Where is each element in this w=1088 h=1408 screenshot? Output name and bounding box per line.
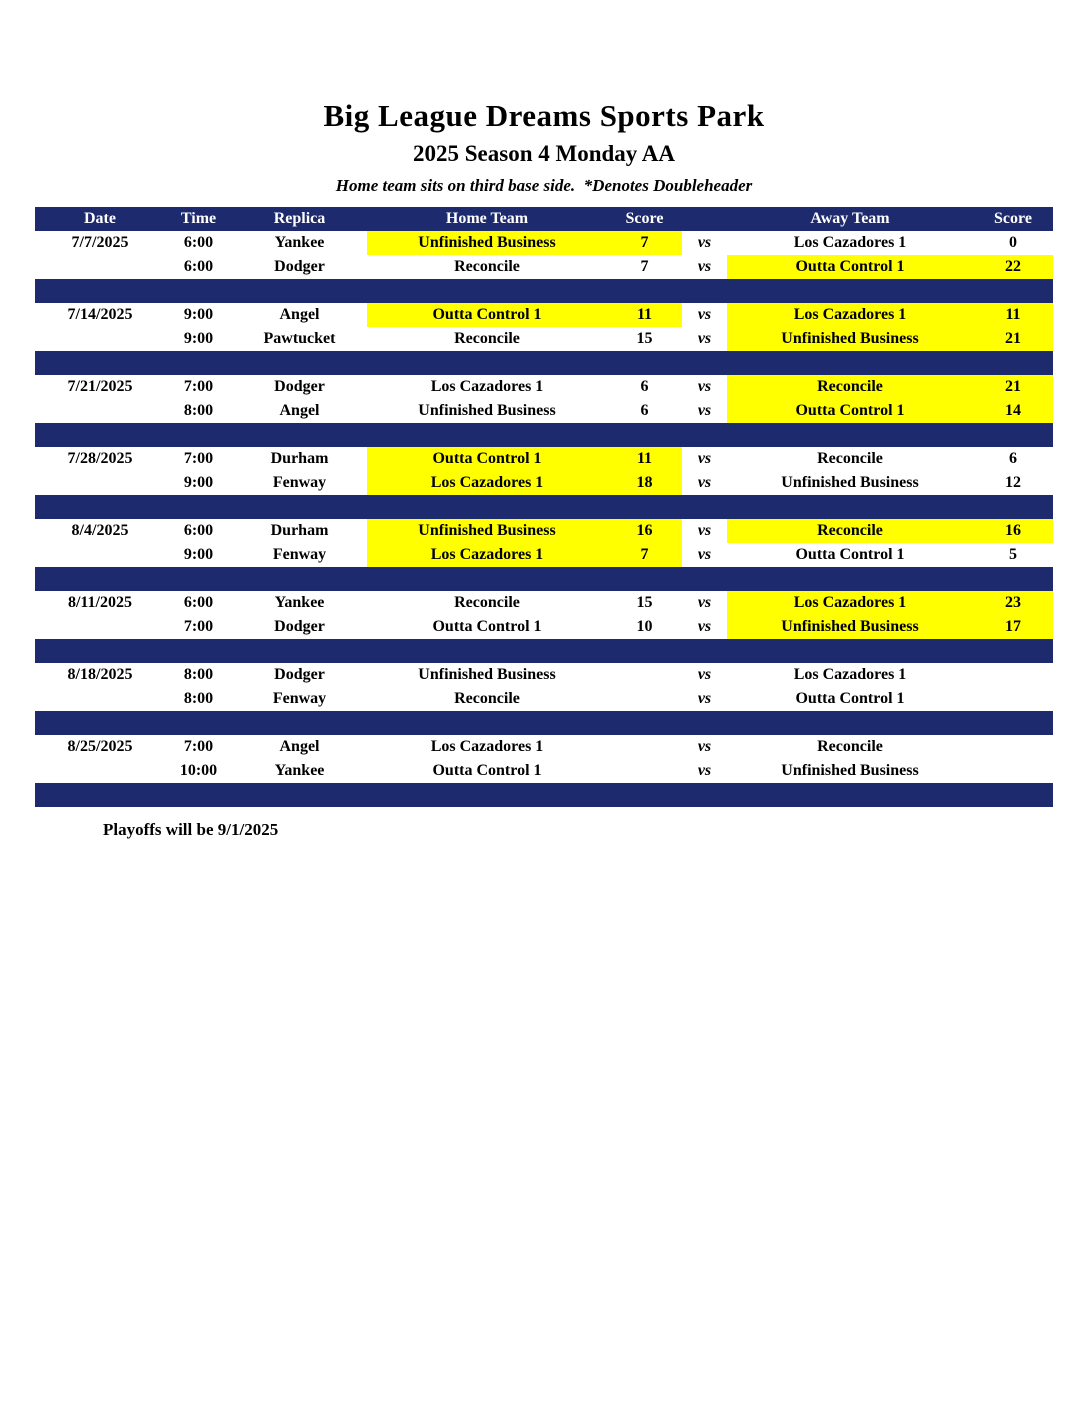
cell-vs: vs (682, 471, 727, 495)
game-row (35, 543, 1053, 567)
page-title: Big League Dreams Sports Park (323, 98, 765, 133)
separator-band (35, 639, 1053, 663)
separator-band (35, 567, 1053, 591)
cell-home-score: 15 (607, 327, 682, 351)
cell-home-score: 7 (607, 255, 682, 279)
separator-band (35, 783, 1053, 807)
cell-away-team: Reconcile (727, 375, 973, 399)
cell-date (35, 543, 165, 567)
cell-home-team: Los Cazadores 1 (367, 471, 607, 495)
cell-replica: Yankee (232, 591, 367, 615)
cell-away-score (973, 663, 1053, 687)
cell-away-team: Reconcile (727, 447, 973, 471)
cell-time: 9:00 (165, 543, 232, 567)
cell-home-team: Reconcile (367, 687, 607, 711)
separator-band (35, 423, 1053, 447)
cell-away-team: Outta Control 1 (727, 255, 973, 279)
cell-away-score: 14 (973, 399, 1053, 423)
game-row (35, 591, 1053, 615)
separator-row (35, 783, 1053, 807)
game-row (35, 519, 1053, 543)
cell-time: 8:00 (165, 663, 232, 687)
cell-away-score: 6 (973, 447, 1053, 471)
cell-replica: Angel (232, 303, 367, 327)
cell-replica: Angel (232, 735, 367, 759)
cell-away-team: Unfinished Business (727, 327, 973, 351)
cell-home-team: Outta Control 1 (367, 615, 607, 639)
cell-home-team: Reconcile (367, 255, 607, 279)
cell-time: 6:00 (165, 231, 232, 255)
cell-away-score: 23 (973, 591, 1053, 615)
cell-replica: Durham (232, 447, 367, 471)
separator-band (35, 351, 1053, 375)
cell-replica: Dodger (232, 375, 367, 399)
game-row (35, 375, 1053, 399)
cell-date (35, 615, 165, 639)
separator-row (35, 495, 1053, 519)
cell-time: 9:00 (165, 303, 232, 327)
cell-date: 8/11/2025 (35, 591, 165, 615)
cell-home-score: 11 (607, 447, 682, 471)
cell-vs: vs (682, 255, 727, 279)
cell-time: 7:00 (165, 615, 232, 639)
cell-home-score: 7 (607, 231, 682, 255)
header-replica: Replica (232, 207, 367, 231)
cell-away-team: Outta Control 1 (727, 543, 973, 567)
cell-vs: vs (682, 399, 727, 423)
separator-row (35, 279, 1053, 303)
cell-replica: Yankee (232, 231, 367, 255)
header-home-team: Home Team (367, 207, 607, 231)
cell-replica: Yankee (232, 759, 367, 783)
cell-home-score: 15 (607, 591, 682, 615)
cell-away-score (973, 687, 1053, 711)
cell-time: 7:00 (165, 375, 232, 399)
cell-home-score: 6 (607, 399, 682, 423)
game-row (35, 663, 1053, 687)
cell-away-score: 21 (973, 375, 1053, 399)
cell-home-score: 6 (607, 375, 682, 399)
game-row (35, 759, 1053, 783)
separator-band (35, 279, 1053, 303)
header-date: Date (35, 207, 165, 231)
cell-home-team: Unfinished Business (367, 231, 607, 255)
cell-date: 8/25/2025 (35, 735, 165, 759)
cell-vs: vs (682, 759, 727, 783)
cell-replica: Dodger (232, 255, 367, 279)
schedule-table (35, 207, 1053, 807)
playoffs-note: Playoffs will be 9/1/2025 (103, 820, 279, 839)
cell-away-team: Los Cazadores 1 (727, 663, 973, 687)
separator-row (35, 639, 1053, 663)
game-row (35, 303, 1053, 327)
cell-time: 7:00 (165, 447, 232, 471)
game-row (35, 447, 1053, 471)
cell-vs: vs (682, 615, 727, 639)
cell-replica: Fenway (232, 543, 367, 567)
cell-away-score: 22 (973, 255, 1053, 279)
cell-date: 7/14/2025 (35, 303, 165, 327)
cell-date: 8/18/2025 (35, 663, 165, 687)
header-row (35, 207, 1053, 231)
cell-replica: Durham (232, 519, 367, 543)
header-home-score: Score (607, 207, 682, 231)
cell-replica: Dodger (232, 615, 367, 639)
cell-vs: vs (682, 231, 727, 255)
cell-away-team: Outta Control 1 (727, 399, 973, 423)
game-row (35, 735, 1053, 759)
cell-away-score: 21 (973, 327, 1053, 351)
header-vs (682, 207, 727, 231)
cell-away-score: 16 (973, 519, 1053, 543)
cell-time: 6:00 (165, 255, 232, 279)
cell-date (35, 687, 165, 711)
cell-away-score: 11 (973, 303, 1053, 327)
cell-date (35, 471, 165, 495)
cell-vs: vs (682, 519, 727, 543)
separator-row (35, 351, 1053, 375)
cell-vs: vs (682, 735, 727, 759)
cell-home-score: 16 (607, 519, 682, 543)
header-time: Time (165, 207, 232, 231)
cell-home-score (607, 759, 682, 783)
cell-away-score (973, 759, 1053, 783)
cell-home-team: Los Cazadores 1 (367, 375, 607, 399)
cell-vs: vs (682, 375, 727, 399)
separator-row (35, 567, 1053, 591)
separator-band (35, 711, 1053, 735)
cell-away-score: 5 (973, 543, 1053, 567)
cell-home-team: Outta Control 1 (367, 759, 607, 783)
cell-home-score (607, 687, 682, 711)
cell-vs: vs (682, 303, 727, 327)
cell-home-team: Unfinished Business (367, 663, 607, 687)
cell-date (35, 255, 165, 279)
game-row (35, 471, 1053, 495)
cell-vs: vs (682, 687, 727, 711)
cell-replica: Fenway (232, 687, 367, 711)
cell-away-score: 0 (973, 231, 1053, 255)
cell-home-team: Reconcile (367, 327, 607, 351)
cell-date (35, 399, 165, 423)
cell-date (35, 327, 165, 351)
cell-time: 10:00 (165, 759, 232, 783)
cell-time: 6:00 (165, 591, 232, 615)
cell-home-score: 18 (607, 471, 682, 495)
game-row (35, 327, 1053, 351)
cell-time: 8:00 (165, 399, 232, 423)
schedule-note: Home team sits on third base side. *Denotes Doubleheader (335, 176, 753, 195)
cell-home-team: Outta Control 1 (367, 303, 607, 327)
cell-away-score (973, 735, 1053, 759)
cell-home-score (607, 735, 682, 759)
cell-home-score: 10 (607, 615, 682, 639)
cell-away-team: Unfinished Business (727, 471, 973, 495)
cell-vs: vs (682, 327, 727, 351)
cell-home-score: 11 (607, 303, 682, 327)
cell-home-team: Unfinished Business (367, 519, 607, 543)
page-subtitle: 2025 Season 4 Monday AA (413, 141, 675, 166)
cell-date: 8/4/2025 (35, 519, 165, 543)
separator-row (35, 423, 1053, 447)
cell-home-team: Outta Control 1 (367, 447, 607, 471)
cell-away-team: Unfinished Business (727, 615, 973, 639)
cell-replica: Angel (232, 399, 367, 423)
cell-home-team: Los Cazadores 1 (367, 735, 607, 759)
cell-away-team: Unfinished Business (727, 759, 973, 783)
cell-away-team: Los Cazadores 1 (727, 231, 973, 255)
cell-date: 7/28/2025 (35, 447, 165, 471)
game-row (35, 399, 1053, 423)
cell-date: 7/7/2025 (35, 231, 165, 255)
cell-away-team: Outta Control 1 (727, 687, 973, 711)
cell-vs: vs (682, 663, 727, 687)
cell-vs: vs (682, 447, 727, 471)
cell-time: 8:00 (165, 687, 232, 711)
cell-date (35, 759, 165, 783)
cell-home-team: Los Cazadores 1 (367, 543, 607, 567)
cell-away-score: 17 (973, 615, 1053, 639)
cell-away-team: Reconcile (727, 519, 973, 543)
cell-home-score (607, 663, 682, 687)
cell-time: 9:00 (165, 471, 232, 495)
cell-vs: vs (682, 591, 727, 615)
game-row (35, 615, 1053, 639)
separator-band (35, 495, 1053, 519)
cell-replica: Pawtucket (232, 327, 367, 351)
game-row (35, 687, 1053, 711)
header-away-team: Away Team (727, 207, 973, 231)
cell-away-score: 12 (973, 471, 1053, 495)
cell-replica: Dodger (232, 663, 367, 687)
cell-away-team: Los Cazadores 1 (727, 591, 973, 615)
cell-vs: vs (682, 543, 727, 567)
cell-time: 6:00 (165, 519, 232, 543)
cell-time: 7:00 (165, 735, 232, 759)
cell-time: 9:00 (165, 327, 232, 351)
cell-replica: Fenway (232, 471, 367, 495)
cell-away-team: Reconcile (727, 735, 973, 759)
cell-home-score: 7 (607, 543, 682, 567)
game-row (35, 255, 1053, 279)
cell-home-team: Reconcile (367, 591, 607, 615)
cell-away-team: Los Cazadores 1 (727, 303, 973, 327)
game-row (35, 231, 1053, 255)
header-away-score: Score (973, 207, 1053, 231)
cell-date: 7/21/2025 (35, 375, 165, 399)
schedule-body (35, 231, 1053, 807)
separator-row (35, 711, 1053, 735)
cell-home-team: Unfinished Business (367, 399, 607, 423)
